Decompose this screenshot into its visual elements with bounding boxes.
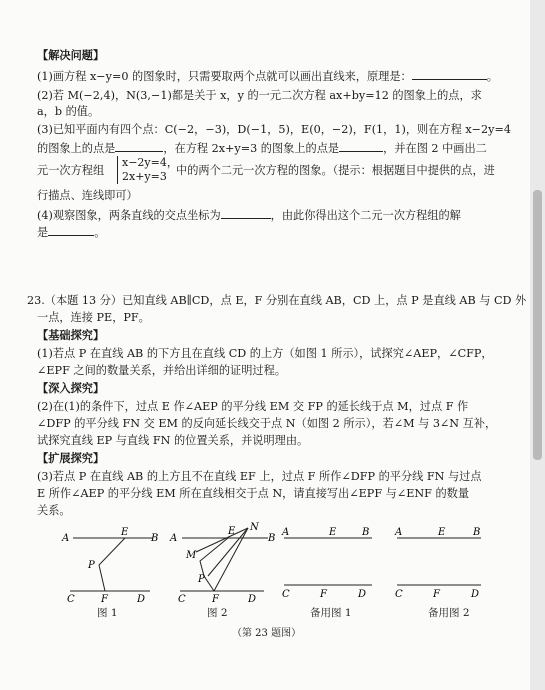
figure-1-caption: 图 1 [97, 607, 118, 619]
q23-intro-line1: 23.（本题 13 分）已知直线 AB∥CD，点 E，F 分别在直线 AB，CD 上，点 P 是直线 AB 与 CD 外 [27, 294, 527, 307]
figure-2-caption: 图 2 [207, 607, 228, 619]
q3-text-line3-suffix: 中的两个二元一次方程的图象。（提示：根据题目中提供的点，进 [176, 164, 495, 177]
label-D: D [248, 594, 257, 605]
label-F: F [101, 594, 108, 605]
label-A: A [282, 527, 290, 538]
q4-text-line1: (4)观察图象，两条直线的交点坐标为 ，由此你得出这个二元一次方程组的解 [37, 209, 461, 222]
q3-text-line3-prefix: 元一次方程组 [37, 164, 105, 177]
q23-part2-line2: ∠DFP 的平分线 FN 交 EM 的反向延长线交于点 N（如图 2 所示），若∠M 与 3∠N 互补， [37, 417, 497, 430]
q23-intro-line2: 一点，连接 PE，PF。 [37, 311, 150, 324]
vertical-scrollbar[interactable] [530, 0, 545, 690]
equation-system: x−2y=4， 2x+y=3 [117, 156, 178, 184]
label-B: B [268, 533, 276, 544]
q23-part2-line3: 试探究直线 EP 与直线 FN 的位置关系，并说明理由。 [37, 434, 309, 447]
label-A: A [62, 533, 70, 544]
q23-part3-line1: (3)若点 P 在直线 AB 的上方且不在直线 EF 上，过点 F 所作∠DFP 的平分线 FN 与过点 [37, 470, 482, 483]
spare-figure-1-caption: 备用图 1 [310, 607, 352, 619]
spare-figure-1 [280, 525, 390, 610]
label-E: E [228, 526, 236, 537]
q23-part3-line3: 关系。 [37, 504, 71, 517]
answer-blank [48, 224, 94, 236]
spare-figure-2-caption: 备用图 2 [428, 607, 470, 619]
scrollbar-thumb[interactable] [533, 190, 542, 460]
label-A: A [170, 533, 178, 544]
label-F: F [320, 589, 327, 600]
figure-1 [55, 525, 165, 610]
label-F: F [212, 594, 219, 605]
q4-text-line2: 是 。 [37, 226, 106, 239]
label-A: A [395, 527, 403, 538]
answer-blank [412, 68, 487, 80]
section-heading-solve: 【解决问题】 [37, 48, 105, 62]
label-C: C [178, 594, 186, 605]
q23-part1-line1: (1)若点 P 在直线 AB 的下方且在直线 CD 的上方（如图 1 所示），试探究∠AEP，∠CFP， [37, 347, 493, 360]
section-heading-deep: 【深入探究】 [37, 381, 105, 395]
q1-text: (1)画方程 x−y=0 的图象时，只需要取两个点就可以画出直线来，原理是： 。 [37, 70, 498, 83]
spare-figure-2 [393, 525, 503, 610]
q2-text-line1: (2)若 M(−2,4)，N(3,−1)都是关于 x，y 的一元二次方程 ax+by=12 的图象上的点，求 [37, 89, 482, 102]
q23-part2-line1: (2)在(1)的条件下，过点 E 作∠AEP 的平分线 EM 交 FP 的延长线于点 M，过点 F 作 [37, 400, 469, 413]
section-heading-basic: 【基础探究】 [37, 328, 105, 342]
answer-blank [339, 140, 383, 152]
q3-text-line1: (3)已知平面内有四个点：C(−2，−3)，D(−1，5)，E(0，−2)，F(1，1)，则在方程 x−2y=4 [37, 123, 511, 136]
q3-text-line4: 行描点、连线即可） [37, 189, 138, 202]
label-C: C [67, 594, 75, 605]
section-heading-extend: 【扩展探究】 [37, 451, 105, 465]
q2-text-line2: a，b 的值。 [37, 105, 100, 118]
label-D: D [137, 594, 146, 605]
label-B: B [473, 527, 481, 538]
label-N: N [250, 522, 259, 533]
answer-blank [221, 207, 271, 219]
label-B: B [151, 533, 159, 544]
label-E: E [121, 527, 129, 538]
q23-part3-line2: E 所作∠AEP 的平分线 EM 所在直线相交于点 N，请直接写出∠EPF 与∠ENF 的数量 [37, 487, 470, 500]
label-M: M [186, 550, 197, 561]
figures-caption: （第 23 题图） [232, 628, 302, 639]
label-E: E [438, 527, 446, 538]
label-E: E [329, 527, 337, 538]
label-D: D [358, 589, 367, 600]
label-F: F [433, 589, 440, 600]
label-P: P [198, 574, 205, 585]
label-C: C [395, 589, 403, 600]
q3-text-line2: 的图象上的点是 ，在方程 2x+y=3 的图象上的点是 ，并在图 2 中画出二 [37, 142, 487, 155]
label-D: D [471, 589, 480, 600]
q23-part1-line2: ∠EPF 之间的数量关系，并给出详细的证明过程。 [37, 364, 286, 377]
label-P: P [88, 560, 95, 571]
answer-blank [115, 140, 163, 152]
label-C: C [282, 589, 290, 600]
label-B: B [362, 527, 370, 538]
figure-2 [168, 520, 278, 610]
